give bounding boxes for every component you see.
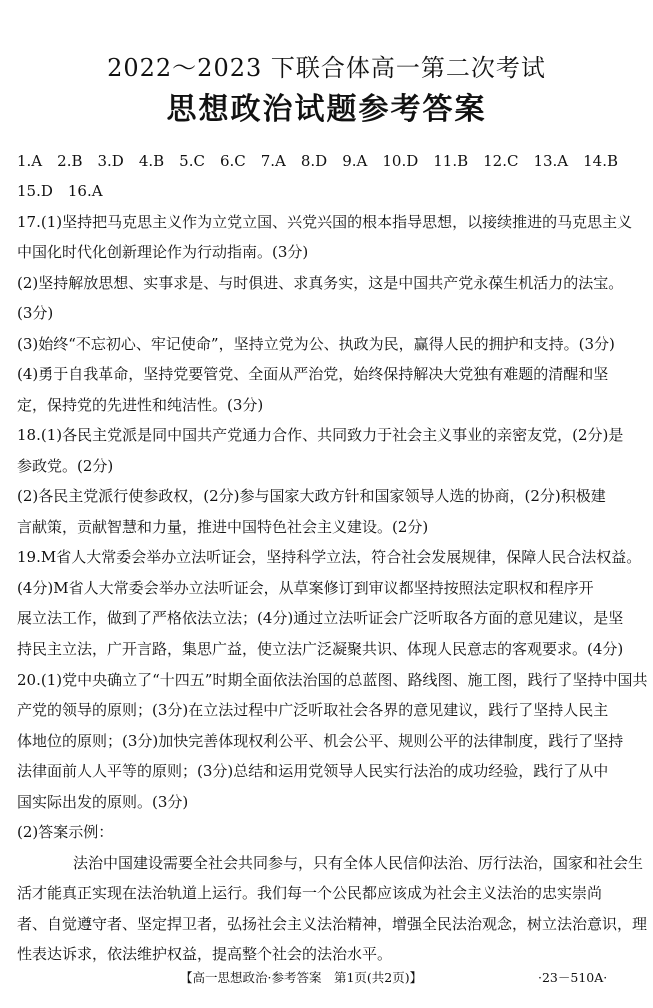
content-line: (3)始终“不忘初心、牢记使命”，坚持立党为公、执政为民，赢得人民的拥护和支持。(3分) <box>17 335 615 353</box>
content-line: 参政党。(2分) <box>17 457 114 475</box>
content-line: (2)坚持解放思想、实事求是、与时俱进、求真务实，这是中国共产党永葆生机活力的法宝。 <box>17 274 624 292</box>
content-line: 持民主立法，广开言路，集思广益，使立法广泛凝聚共识、体现人民意志的客观要求。(4分) <box>17 640 624 658</box>
content-line: 中国化时代化创新理论作为行动指南。(3分) <box>17 243 309 261</box>
content-line: (4分)M省人大常委会举办立法听证会，从草案修订到审议都坚持按照法定职权和程序开 <box>17 579 594 597</box>
content-line: 法律面前人人平等的原则；(3分)总结和运用党领导人民实行法治的成功经验，践行了从中 <box>17 762 609 780</box>
content-line: 体地位的原则；(3分)加快完善体现权利公平、机会公平、规则公平的法律制度，践行了坚持 <box>17 732 624 750</box>
content-line: (2)各民主党派行使参政权，(2分)参与国家大政方针和国家领导人选的协商，(2分)积极建 <box>17 487 606 505</box>
answer-line-2: 15.D 16.A <box>17 182 103 200</box>
title: 2022～2023 下联合体高一第二次考试 <box>107 54 546 82</box>
content-line: 18.(1)各民主党派是同中国共产党通力合作、共同致力于社会主义事业的亲密友党，(2分)是 <box>17 426 624 444</box>
answer-line-1: 1.A 2.B 3.D 4.B 5.C 6.C 7.A 8.D 9.A 10.D 11.B 12.C 13.A 14.B <box>17 152 619 170</box>
content-line: 19.M省人大常委会举办立法听证会，坚持科学立法，符合社会发展规律，保障人民合法权益。 <box>17 548 642 566</box>
subtitle: 思想政治试题参考答案 <box>166 92 487 127</box>
content-line: 法治中国建设需要全社会共同参与，只有全体人民信仰法治、厉行法治，国家和社会生 <box>73 854 644 872</box>
content-line: 国实际出发的原则。(3分) <box>17 793 189 811</box>
content-line: 性表达诉求，依法维护权益，提高整个社会的法治水平。 <box>17 945 393 963</box>
content-line: 者、自觉遵守者、坚定捍卫者，弘扬社会主义法治精神，增强全民法治观念，树立法治意识，理 <box>17 915 648 933</box>
content-line: 定，保持党的先进性和纯洁性。(3分) <box>17 396 264 414</box>
footer-page-info: 【高一思想政治·参考答案 第1页(共2页)】 <box>180 970 423 985</box>
content-line: (3分) <box>17 304 54 322</box>
content-line: 活才能真正实现在法治轨道上运行。我们每一个公民都应该成为社会主义法治的忠实崇尚 <box>17 884 603 902</box>
content-line: 展立法工作，做到了严格依法立法；(4分)通过立法听证会广泛听取各方面的意见建议，是坚 <box>17 609 624 627</box>
footer-code: ·23－510A· <box>538 970 608 985</box>
content-line: 20.(1)党中央确立了“十四五”时期全面依法治国的总蓝图、路线图、施工图，践行了坚持中国共 <box>17 671 648 689</box>
content-line: (4)勇于自我革命，坚持党要管党、全面从严治党，始终保持解决大党独有难题的清醒和坚 <box>17 365 609 383</box>
content-line: 产党的领导的原则；(3分)在立法过程中广泛听取社会各界的意见建议，践行了坚持人民主 <box>17 701 609 719</box>
content-line: (2)答案示例： <box>17 823 114 841</box>
content-line: 17.(1)坚持把马克思主义作为立党立国、兴党兴国的根本指导思想，以接续推进的马克思主义 <box>17 213 633 231</box>
content-line: 言献策，贡献智慧和力量，推进中国特色社会主义建设。(2分) <box>17 518 429 536</box>
